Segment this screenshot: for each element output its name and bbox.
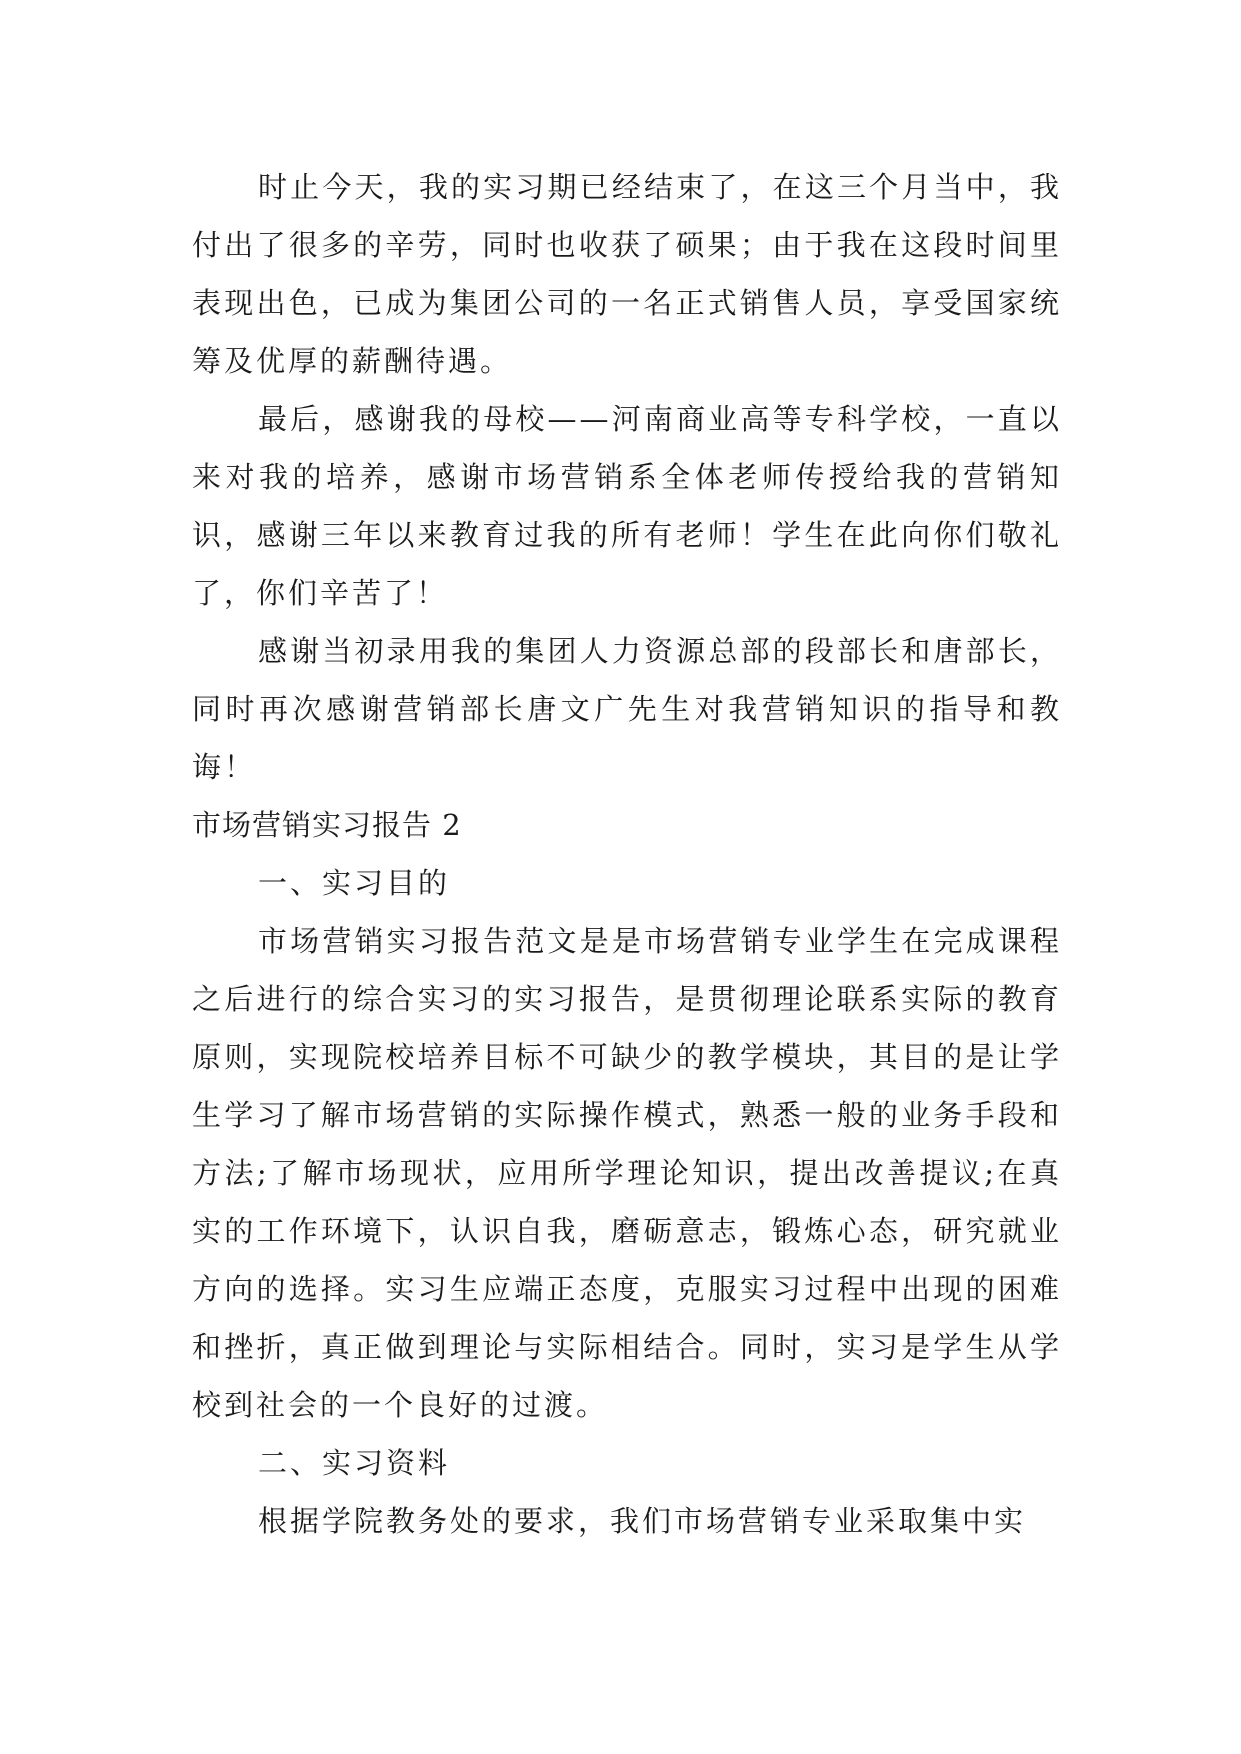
paragraph-thanks-managers: 感谢当初录用我的集团人力资源总部的段部长和唐部长，同时再次感谢营销部长唐文广先生对我营销知识的指导和教诲！ xyxy=(192,634,1062,784)
paragraph-internship-materials: 根据学院教务处的要求，我们市场营销专业采取集中实 xyxy=(258,1504,1027,1538)
paragraph-thanks-school: 最后，感谢我的母校——河南商业高等专科学校，一直以来对我的培养，感谢市场营销系全体老师传授给我的营销知识，感谢三年以来教育过我的所有老师！学生在此向你们敬礼了，你们辛苦了！ xyxy=(192,402,1062,610)
paragraph-internship-summary: 时止今天，我的实习期已经结束了，在这三个月当中，我付出了很多的辛劳，同时也收获了硕果；由于我在这段时间里表现出色，已成为集团公司的一名正式销售人员，享受国家统筹及优厚的薪酬待遇。 xyxy=(192,170,1062,378)
subheading-internship-purpose: 一、实习目的 xyxy=(258,866,451,900)
section-title-report-2: 市场营销实习报告 2 xyxy=(192,808,462,842)
subheading-internship-materials: 二、实习资料 xyxy=(258,1446,451,1480)
document-body xyxy=(192,158,1062,1550)
paragraph-internship-purpose: 市场营销实习报告范文是是市场营销专业学生在完成课程之后进行的综合实习的实习报告，是贯彻理论联系实际的教育原则，实现院校培养目标不可缺少的教学模块，其目的是让学生学习了解市场营销的实际操作模式，熟悉一般的业务手段和方法;了解市场现状，应用所学理论知识，提出改善提议;在真实的工作环境下，认识自我，磨砺意志，锻炼心态，研究就业方向的选择。实习生应端正态度，克服实习过程中出现的困难和挫折，真正做到理论与实际相结合。同时，实习是学生从学校到社会的一个良好的过渡。 xyxy=(192,924,1062,1422)
